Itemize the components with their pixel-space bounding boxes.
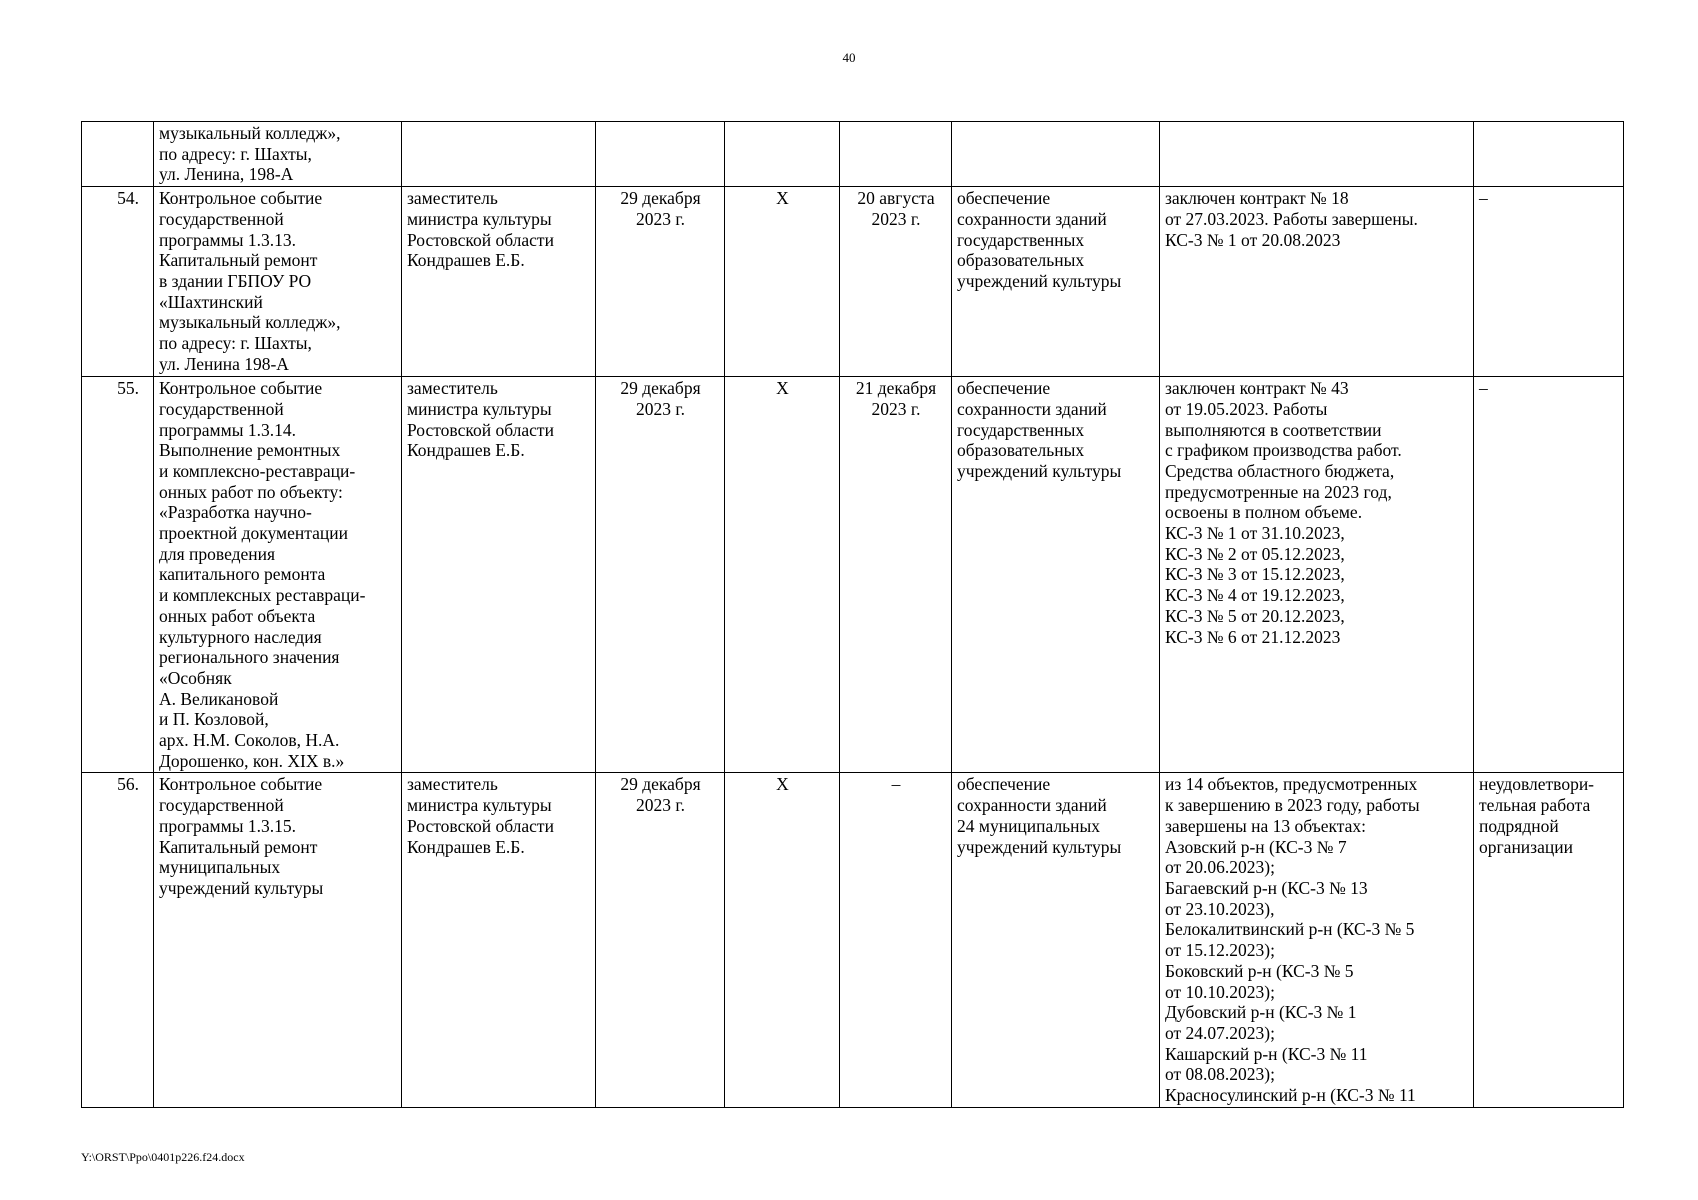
cell-result-text: обеспечение сохранности зданий государственных образовательных учреждений культуры — [957, 378, 1122, 481]
cell-responsible — [402, 377, 596, 773]
cell-responsible — [402, 187, 596, 377]
footer-file-path: Y:\ORST\Ppo\0401p226.f24.docx — [81, 1150, 245, 1164]
cell-fact-date — [840, 377, 952, 773]
cell-reason-text: – — [1479, 378, 1488, 399]
cell-event-text: Контрольное событие государственной программы 1.3.13. Капитальный ремонт в здании ГБПОУ РО «Шахтинский музыкальный колледж», по адресу: г. Шахты, ул. Ленина 198-А — [159, 188, 341, 374]
cell-plan-date — [596, 122, 725, 187]
cell-responsible — [402, 773, 596, 1107]
table-row — [82, 377, 1624, 773]
cell-result-text: обеспечение сохранности зданий 24 муниципальных учреждений культуры — [957, 774, 1122, 857]
cell-reason-text: – — [1479, 188, 1488, 209]
cell-number — [82, 377, 154, 773]
cell-plan-date-text: 29 декабря 2023 г. — [620, 378, 701, 419]
cell-result — [952, 187, 1160, 377]
cell-status — [1160, 122, 1474, 187]
table-row — [82, 122, 1624, 187]
cell-number-text: 54. — [117, 188, 139, 209]
cell-number-text: 56. — [117, 774, 139, 795]
cell-reason — [1474, 187, 1624, 377]
page-number: 40 — [842, 50, 856, 65]
cell-number — [82, 187, 154, 377]
table-row — [82, 187, 1624, 377]
cell-mark-text: Х — [776, 378, 789, 399]
cell-fact-date — [840, 773, 952, 1107]
cell-result — [952, 377, 1160, 773]
cell-status — [1160, 773, 1474, 1107]
cell-responsible-text: заместитель министра культуры Ростовской области Кондрашев Е.Б. — [407, 378, 554, 461]
report-table — [81, 121, 1624, 1108]
cell-plan-date-text: 29 декабря 2023 г. — [620, 188, 701, 229]
cell-fact-date — [840, 187, 952, 377]
cell-plan-date — [596, 377, 725, 773]
cell-plan-date-text: 29 декабря 2023 г. — [620, 774, 701, 816]
cell-status — [1160, 187, 1474, 377]
cell-result — [952, 122, 1160, 187]
cell-fact-date-text: 20 августа 2023 г. — [857, 188, 935, 229]
cell-event-text: Контрольное событие государственной программы 1.3.15. Капитальный ремонт муниципальных учреждений культуры — [159, 774, 324, 898]
cell-responsible-text: заместитель министра культуры Ростовской области Кондрашев Е.Б. — [407, 774, 554, 857]
cell-event — [154, 773, 402, 1107]
cell-mark-text: Х — [776, 774, 789, 795]
cell-mark-text: Х — [776, 188, 789, 209]
cell-reason — [1474, 773, 1624, 1107]
cell-reason-text: неудовлетвори- тельная работа подрядной организации — [1479, 774, 1595, 857]
cell-status-text: заключен контракт № 43 от 19.05.2023. Работы выполняются в соответствии с графиком производства работ. Средства областного бюджета, предусмотренные на 2023 год, освоены в полном объеме. КС-3 № 1 от 31.10.2023, КС-3 № 2 от 05.12.2023, КС-3 № 3 от 15.12.2023, КС-3 № 4 от 19.12.2023, КС-3 № 5 от 20.12.2023, КС-3 № 6 от 21.12.2023 — [1165, 378, 1402, 647]
cell-number — [82, 122, 154, 187]
table-row — [82, 773, 1624, 1107]
cell-result — [952, 773, 1160, 1107]
cell-mark — [725, 187, 840, 377]
cell-event-text: Контрольное событие государственной программы 1.3.14. Выполнение ремонтных и комплексно-реставраци- онных работ по объекту: «Разработка научно- проектной документации для проведения капитального ремонта и комплексных реставраци- онных работ объекта культурного наследия регионального значения «Особняк А. Великановой и П. Козловой, арх. Н.М. Соколов, Н.А. Дорошенко, кон. XIX в.» — [159, 378, 366, 771]
cell-event — [154, 187, 402, 377]
cell-number — [82, 773, 154, 1107]
cell-fact-date-text: 21 декабря 2023 г. — [855, 378, 937, 419]
cell-status-text: из 14 объектов, предусмотренных к завершению в 2023 году, работы завершены на 13 объектах: Азовский р-н (КС-3 № 7 от 20.06.2023); Багаевский р-н (КС-3 № 13 от 23.10.2023), Белокалитвинский р-н (КС-3 № 5 от 15.12.2023); Боковский р-н (КС-3 № 5 от 10.10.2023); Дубовский р-н (КС-3 № 1 от 24.07.2023); Кашарский р-н (КС-3 № 11 от 08.08.2023); Красносулинский р-н (КС-3 № 11 — [1165, 774, 1420, 1106]
cell-fact-date-text: – — [891, 774, 901, 795]
cell-plan-date — [596, 773, 725, 1107]
cell-reason — [1474, 122, 1624, 187]
cell-responsible — [402, 122, 596, 187]
cell-reason — [1474, 377, 1624, 773]
cell-status — [1160, 377, 1474, 773]
cell-event-text: музыкальный колледж», по адресу: г. Шахты, ул. Ленина, 198-А — [159, 123, 341, 185]
cell-event — [154, 377, 402, 773]
cell-fact-date — [840, 122, 952, 187]
cell-event — [154, 122, 402, 187]
cell-mark — [725, 773, 840, 1107]
table-body — [82, 122, 1624, 1108]
cell-status-text: заключен контракт № 18 от 27.03.2023. Работы завершены. КС-3 № 1 от 20.08.2023 — [1165, 188, 1418, 250]
cell-mark — [725, 377, 840, 773]
cell-responsible-text: заместитель министра культуры Ростовской области Кондрашев Е.Б. — [407, 188, 554, 271]
cell-result-text: обеспечение сохранности зданий государственных образовательных учреждений культуры — [957, 188, 1122, 291]
cell-number-text: 55. — [117, 378, 139, 399]
cell-plan-date — [596, 187, 725, 377]
cell-mark — [725, 122, 840, 187]
